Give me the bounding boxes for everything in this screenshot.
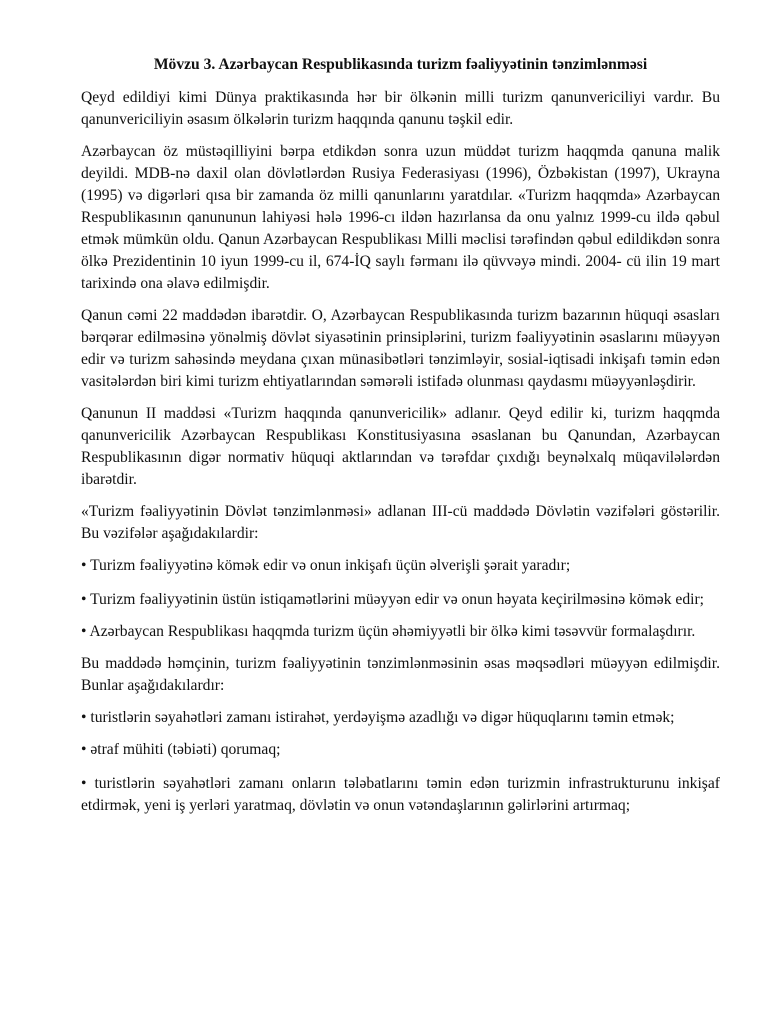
- paragraph-history: Azərbaycan öz müstəqilliyini bərpa etdikdən sonra uzun müddət turizm haqqmda qanuna malik deyildi. MDB-nə daxil olan dövlətlərdən Rusiya Federasiyası (1996), Özbəkistan (1997), Ukrayna (1995) və digərləri qısa bir zamanda öz milli qanunlarını yaratdılar. «Turizm haqqmda» Azərbaycan Respublikasının qanununun lahiyəsi hələ 1996-cı ildən hazırlansa da onu yalnız 1999-cu ildə qəbul etmək mümkün oldu. Qanun Azərbaycan Respublikası Milli məclisi tərəfindən qəbul edildikdən sonra ölkə Prezidentinin 10 iyun 1999-cu il, 674-İQ saylı fərmanı ilə qüvvəyə mindi. 2004- cü ilin 19 mart tarixində ona əlavə edilmişdir.: [81, 143, 720, 292]
- bullet-item: • Turizm fəaliyyətinə kömək edir və onun inkişafı üçün əlverişli şərait yaradır;: [81, 557, 571, 574]
- document-page: [81, 54, 720, 827]
- paragraph-law-scope: Qanun cəmi 22 maddədən ibarətdir. O, Azərbaycan Respublikasında turizm bazarının hüquqi əsasları bərqərar edilməsinə yönəlmiş dövlət siyasətinin prinsiplərini, turizm fəaliyyətinin əsaslarını müəyyən edir və turizm sahəsində meydana çıxan münasibətləri tənzimləyir, sosial-iqtisadi inkişafı təmin edən vasitələrdən biri kimi turizm ehtiyatlarından səmərəli istifadə olunması qaydasmı müəyyənləşdirir.: [81, 307, 720, 390]
- bullet-item: • turistlərin səyahətləri zamanı istirahət, yerdəyişmə azadlığı və digər hüquqlarını təmin etmək;: [81, 709, 675, 726]
- paragraph-intro: Qeyd edildiyi kimi Dünya praktikasında hər bir ölkənin milli turizm qanunvericiliyi vardır. Bu qanunvericiliyin əsasım ölkələrin turizm haqqında qanunu təşkil edir.: [81, 89, 720, 128]
- bullet-item: • turistlərin səyahətləri zamanı onların tələbatlarını təmin edən turizmin infrastrukturunu inkişaf etdirmək, yeni iş yerləri yaratmaq, dövlətin və onun vətəndaşlarının gəlirlərini artırmaq;: [81, 775, 720, 814]
- paragraph-article-3: «Turizm fəaliyyətinin Dövlət tənzimlənməsi» adlanan III-cü maddədə Dövlətin vəzifələri göstərilir. Bu vəzifələr aşağıdakılardir:: [81, 503, 720, 542]
- bullet-item: • ətraf mühiti (təbiəti) qorumaq;: [81, 741, 281, 758]
- document-title: Mövzu 3. Azərbaycan Respublikasında turizm fəaliyyətinin tənzimlənməsi: [153, 56, 648, 73]
- bullet-item: • Azərbaycan Respublikası haqqmda turizm üçün əhəmiyyətli bir ölkə kimi təsəvvür formalaşdırır.: [81, 623, 696, 640]
- bullet-item: • Turizm fəaliyyətinin üstün istiqamətlərini müəyyən edir və onun həyata keçirilməsinə kömək edir;: [81, 591, 704, 608]
- paragraph-article-2: Qanunun II maddəsi «Turizm haqqında qanunvericilik» adlanır. Qeyd edilir ki, turizm haqqmda qanunvericilik Azərbaycan Respublikası Konstitusiyasına əsaslanan bu Qanundan, Azərbaycan Respublikasının digər normativ hüquqi aktlarından və tərəfdar çıxdığı beynəlxalq müqavilələrdən ibarətdir.: [81, 405, 720, 488]
- paragraph-goals: Bu maddədə həmçinin, turizm fəaliyyətinin tənzimlənməsinin əsas məqsədləri müəyyən edilmişdir. Bunlar aşağıdakılardır:: [81, 655, 720, 694]
